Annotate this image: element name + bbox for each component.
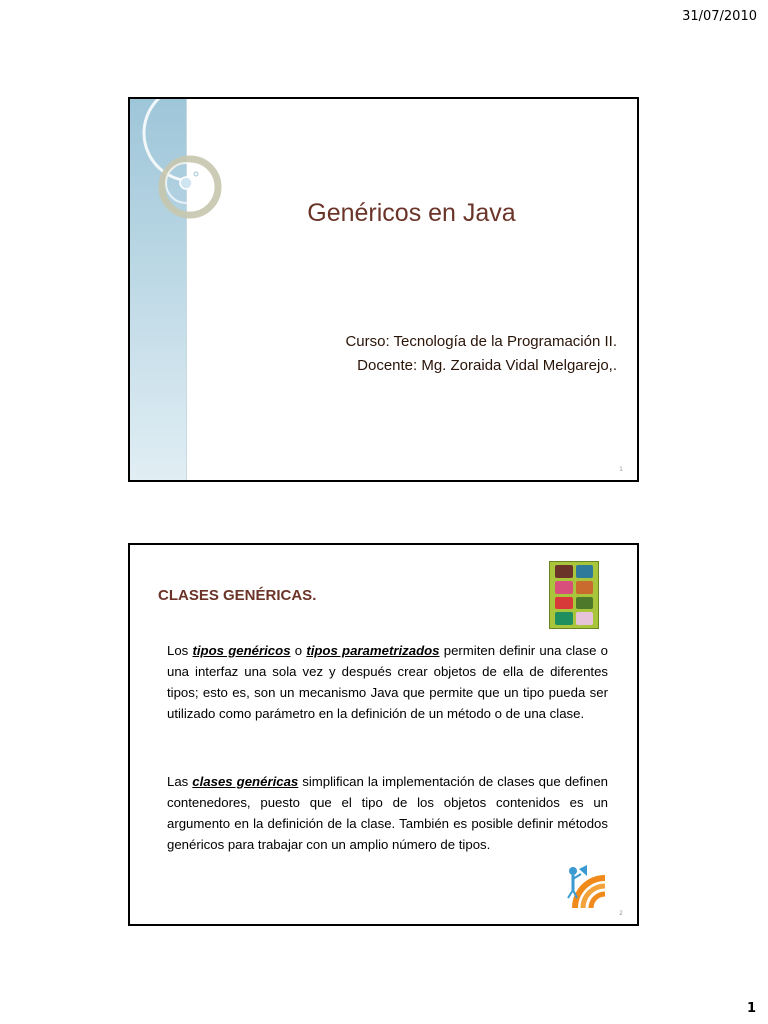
term-generic-classes: clases genéricas <box>192 774 299 789</box>
paragraph-generic-classes: Las clases genéricas simplifican la implementación de clases que definen contenedores, puesto que el tipo de los objetos contenidos es un argumento en la definición de la clase. También es posible definir métodos genéricos para trabajar con un amplio número de tipos. <box>167 774 608 852</box>
print-date: 31/07/2010 <box>682 9 757 24</box>
slide-subtitle <box>345 330 617 378</box>
slide-title-text: Genéricos en Java <box>307 199 516 227</box>
slide-generic-classes <box>128 543 639 926</box>
term-generic-types: tipos genéricos <box>192 643 291 658</box>
slide-number: 1 <box>619 466 623 473</box>
term-parameterized-types: tipos parametrizados <box>306 643 440 658</box>
coffee-cups-icon <box>549 561 599 629</box>
course-line: Curso: Tecnología de la Programación II. <box>345 333 617 350</box>
slide-heading: CLASES GENÉRICAS. <box>158 587 317 604</box>
broadcast-figure-icon <box>561 864 611 910</box>
slide-title <box>128 97 639 482</box>
page-number: 1 <box>746 1001 756 1016</box>
slide-number: 2 <box>619 910 623 917</box>
paragraph-generic-types: Los tipos genéricos o tipos parametrizados permiten definir una clase o una interfaz una sola vez y después crear objetos de ella de diferentes tipos; esto es, son un mecanismo Java que permite que un tipo pueda ser utilizado como parámetro en la definición de un método o de una clase. <box>167 643 608 721</box>
teacher-line: Docente: Mg. Zoraida Vidal Melgarejo,. <box>357 357 617 374</box>
